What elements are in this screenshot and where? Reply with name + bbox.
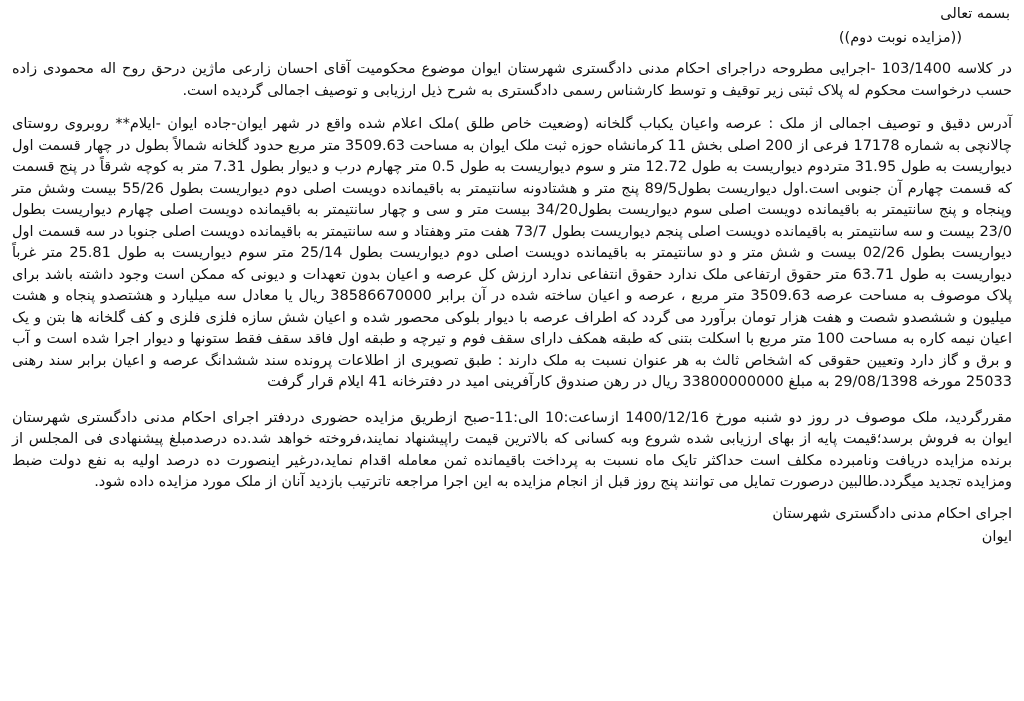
basmala-heading: بسمه تعالی <box>940 6 1010 22</box>
property-description-paragraph: آدرس دقیق و توصیف اجمالی از ملک : عرصه واعیان یکباب گلخانه (وضعیت خاص طلق )ملک اعلام شده واقع در شهر ایوان-جاده ایوان -ایلام** روبروی روستای چالانچی به شماره 17178 فرعی از 200 اصلی بخش 11 کرمانشاه حوزه ثبت ملک ایوان به مساحت 3509.63 متر مربع حدود گلخانه شمالاً بطول در چهار قسمت اول دیواریست به طول 31.95 متردوم دیواریست به طول 12.72 متر و سوم دیواریست به طول 0.5 متر چهارم درب و دیوار بطول 7.31 متر به کوچه شرقاً در پنج قسمت که قسمت چهارم آن جنوبی است.اول دیواریست بطول89/5 پنج متر و هشتادونه سانتیمتر به باقیمانده دویست اصلی دوم دیواریست بطول 55/26 بیست وشش متر وپنجاه و پنج سانتیمتر به باقیمانده دویست اصلی سوم دیواریست بطول34/20 بیست متر و سی و چهار سانتیمتر به باقیمانده دویست اصلی چهارم دیواریست بطول 23/0 بیست و سه سانتیمتر به باقیمانده دویست اصلی پنجم دیواریست بطول 73/7 هفت متر وهفتاد و سه سانتیمتر به باقیمانده دویست اصلی جنوبا در سه قسمت اول دیواریست بطول 02/26 بیست و شش متر و دو سانتیمتر به باقیمانده دویست اصلی دوم دیواریست بطول 25/14 متر سوم دیواریست به طول 25.81 متر غرباً دیواریست به طول 63.71 متر حقوق ارتفاعی ملک ندارد حقوق انتفاعی ندارد ارزش کل عرصه و اعیان بدون تعهدات و دیونی که ممکن است وجود داشته باشد برای پلاک موصوف به مساحت عرصه 3509.63 متر مربع ، عرصه و اعیان ساخته شده در آن برابر 38586670000 ریال یا معادل سه میلیارد و هشتصدو پنجاه و هشت میلیون و ششصدو شصت و هفت هزار تومان برآورد می گردد که اطراف عرصه با دیوار بلوکی محصور شده و اعیان شش سازه فلزی فلزی و کف گلخانه ها بتن و یک اعیان نیمه کاره به مساحت 100 متر مربع با اسکلت بتنی که طبقه همکف دارای سقف فوم و تیرچه و طبقه اول فاقد سقف فقط ستونها و دیوار اجرا شده است و آب و برق و گاز دارد وتعیین حقوقی که اشخاص ثالث به هر عنوان نسبت به ملک دارند : طبق تصویری از اطلاعات پرونده سند ششدانگ عرصه و اعیان برابر سند رهنی 25033 مورخه 29/08/1398 به مبلغ 33800000000 ریال در رهن صندوق کارآفرینی امید در دفترخانه 41 ایلام قرار گرفت <box>12 116 1013 390</box>
signature-office: اجرای احکام مدنی دادگستری شهرستان <box>772 505 1012 522</box>
auction-terms-paragraph: مقررگردید، ملک موصوف در روز دو شنبه مورخ 1400/12/16 ازساعت:10 الی:11-صبح ازطریق مزایده حضوری دردفتر اجرای احکام مدنی دادگستری شهرستان ایوان به فروش برسد؛قیمت پایه از بهای ارزیابی شده شروع وبه کسانی که بالاترین قیمت راپیشنهاد نمایند،فروخته خواهد شد.ده درصدمبلغ پیشنهادی فی المجلس از برنده مزایده دریافت ونامبرده مکلف است حداکثر تایک ماه نسبت به پرداخت باقیمانده ثمن معامله اقدام نماید،درغیر اینصورت ده درصد اولیه به نفع دولت ضبط ومزایده تجدید میگردد.طالبین درصورت تمایل می توانند پنج روز قبل از انجام مزایده به این اجرا مراجعه تاترتیب بازدید آنان از ملک مورد مزایده داده شود. <box>12 409 1012 490</box>
intro-paragraph: در کلاسه 103/1400 -اجرایی مطروحه دراجرای احکام مدنی دادگستری شهرستان ایوان موضوع محکومیت آقای احسان زارعی ماژین درحق روح اله محمودی زاده حسب درخواست محکوم له پلاک ثبتی زیر توقیف و توسط کارشناس رسمی دادگستری به شرح ذیل ارزیابی و توصیف اجمالی گردیده است. <box>12 61 1012 99</box>
notice-title: ((مزایده نوبت دوم)) <box>838 29 962 46</box>
signature-block <box>12 504 1012 549</box>
signature-city: ایوان <box>981 529 1012 545</box>
